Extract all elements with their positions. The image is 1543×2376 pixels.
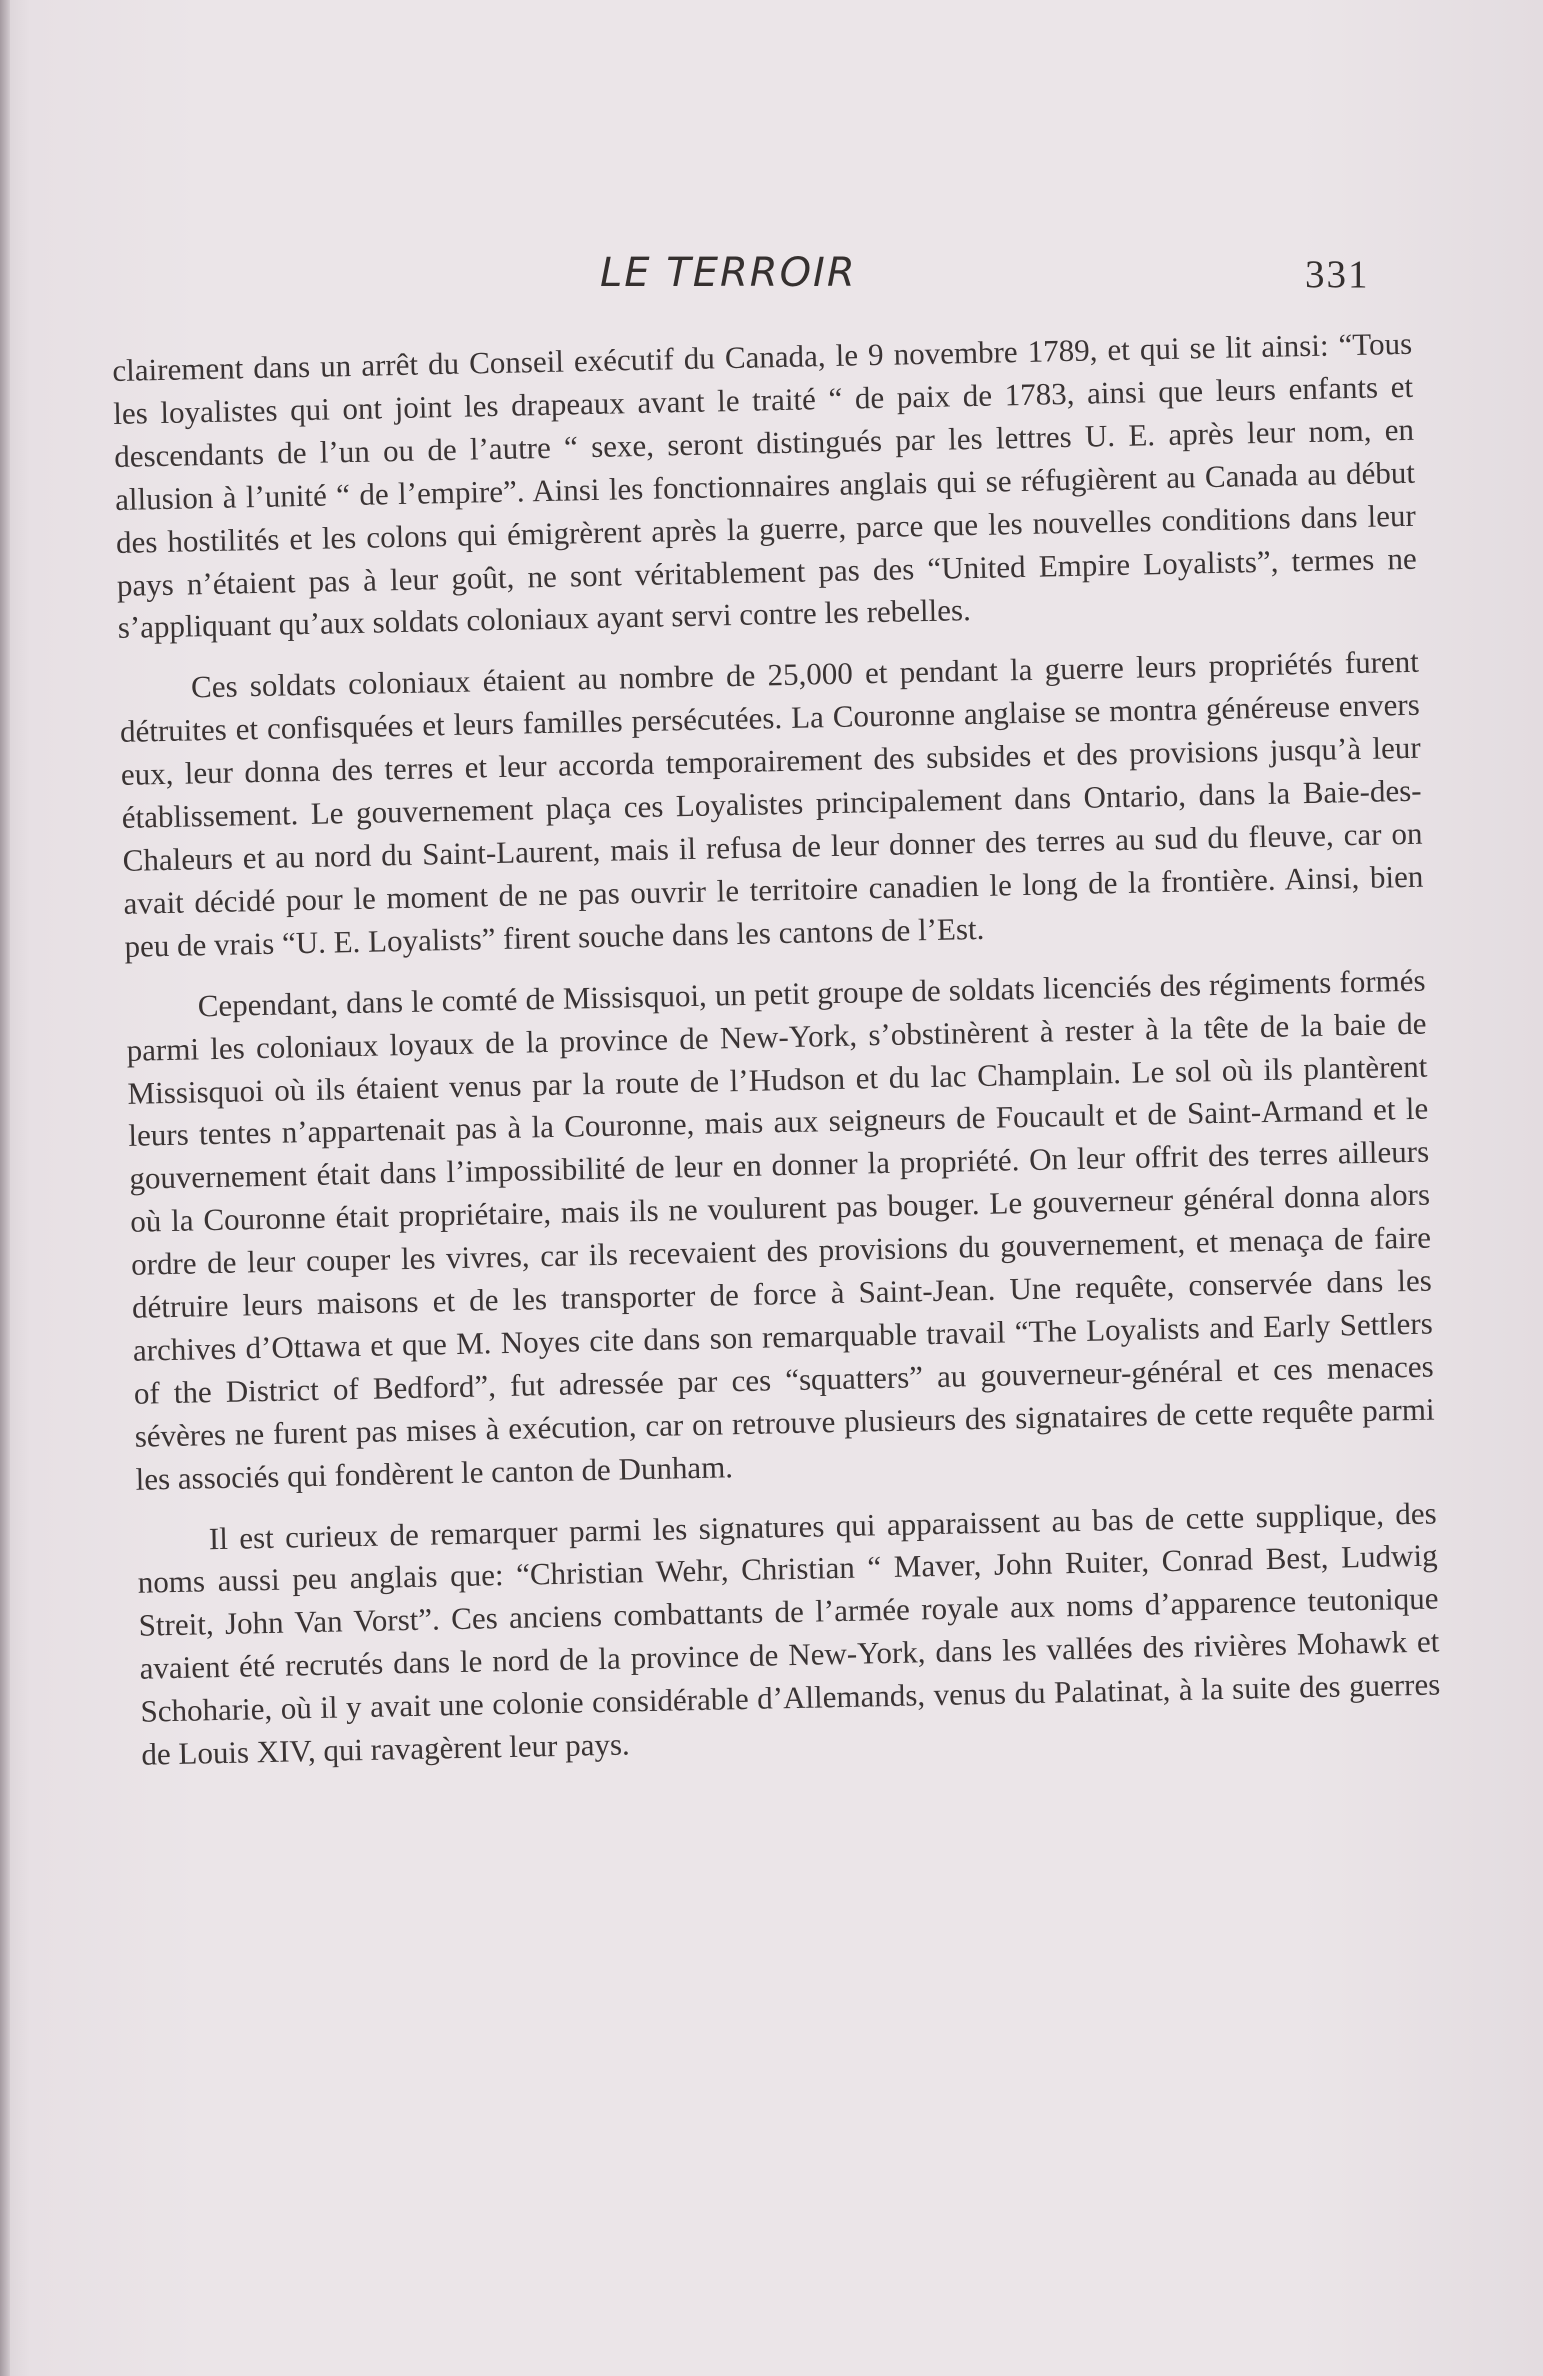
paragraph-1: clairement dans un arrêt du Conseil exécutif du Canada, le 9 novembre 1789, et qui se lit ainsi: “Tous les loyalistes qui ont joint les drapeaux avant le traité “ de paix de 1783, ainsi que leurs enfants et descendants de l’un ou de l’autre “ sexe, seront distingués par les lettres U. E. après leur nom, en allusion à l’unité “ de l’empire”. Ainsi les fonctionnaires anglais qui se réfugièrent au Canada au début des hostilités et les colons qui émigrèrent après la guerre, parce que les nouvelles conditions dans leur pays n’étaient pas à leur goût, ne sont véritablement pas des “United Empire Loyalists”, termes ne s’appliquant qu’aux soldats coloniaux ayant servi contre les rebelles. — [112, 325, 1418, 646]
binding-edge — [0, 0, 10, 2376]
paragraph-3: Cependant, dans le comté de Missisquoi, un petit groupe de soldats licenciés des régiments formés parmi les coloniaux loyaux de la province de New-York, s’obstinèrent à rester à la tête de la baie de Missisquoi où ils étaient venus par la route de l’Hudson et du lac Champlain. Le sol où ils plantèrent leurs tentes n’appartenait pas à la Couronne, mais aux seigneurs de Foucault et de Saint-Armand et le gouvernement était dans l’impossibilité de leur en donner la propriété. On leur offrit des terres ailleurs où la Couronne était propriétaire, mais ils ne voulurent pas bouger. Le gouverneur général donna alors ordre de leur couper les vivres, car ils recevaient des provisions du gouvernement, et menaça de faire détruire leurs maisons et de les transporter de force à Saint-Jean. Une requête, conservée dans les archives d’Ottawa et que M. Noyes cite dans son remarquable travail “The Loyalists and Early Settlers of the District of Bedford”, fut adressée par ces “squatters” au gouverneur-général et ces menaces sévères ne furent pas mises à exécution, car on retrouve plusieurs des signataires de cette requête parmi les associés qui fondèrent le canton de Dunham. — [126, 962, 1435, 1497]
paragraph-4: Il est curieux de remarquer parmi les signatures qui apparaissent au bas de cette supplique, des noms aussi peu anglais que: “Christian Wehr, Christian “ Maver, John Ruiter, Conrad Best, Ludwig Streit, John Van Vorst”. Ces anciens combattants de l’armée royale aux noms d’apparence teutonique avaient été recrutés dans le nord de la province de New-York, dans les vallées des rivières Mohawk et Schoharie, où il y avait une colonie considérable d’Allemands, venus du Palatinat, à la suite des guerres de Louis XIV, qui ravagèrent leur pays. — [137, 1495, 1441, 1772]
paragraph-2: Ces soldats coloniaux étaient au nombre de 25,000 et pendant la guerre leurs propriétés furent détruites et confisquées et leurs familles persécutées. La Couronne anglaise se montra généreuse envers eux, leur donna des terres et leur accorda temporairement des subsides et des provisions jusqu’à leur établissement. Le gouvernement plaça ces Loyalistes principalement dans Ontario, dans la Baie-des-Chaleurs et au nord du Saint-Laurent, mais il refusa de leur donner des terres au sud du fleuve, car on avait décidé pour le moment de ne pas ouvrir le territoire canadien le long de la frontière. Ainsi, bien peu de vrais “U. E. Loyalists” firent souche dans les cantons de l’Est. — [119, 644, 1424, 964]
running-head: LE TERROIR — [600, 250, 857, 296]
body-text — [112, 323, 1442, 1795]
page-number: 331 — [1305, 253, 1370, 296]
